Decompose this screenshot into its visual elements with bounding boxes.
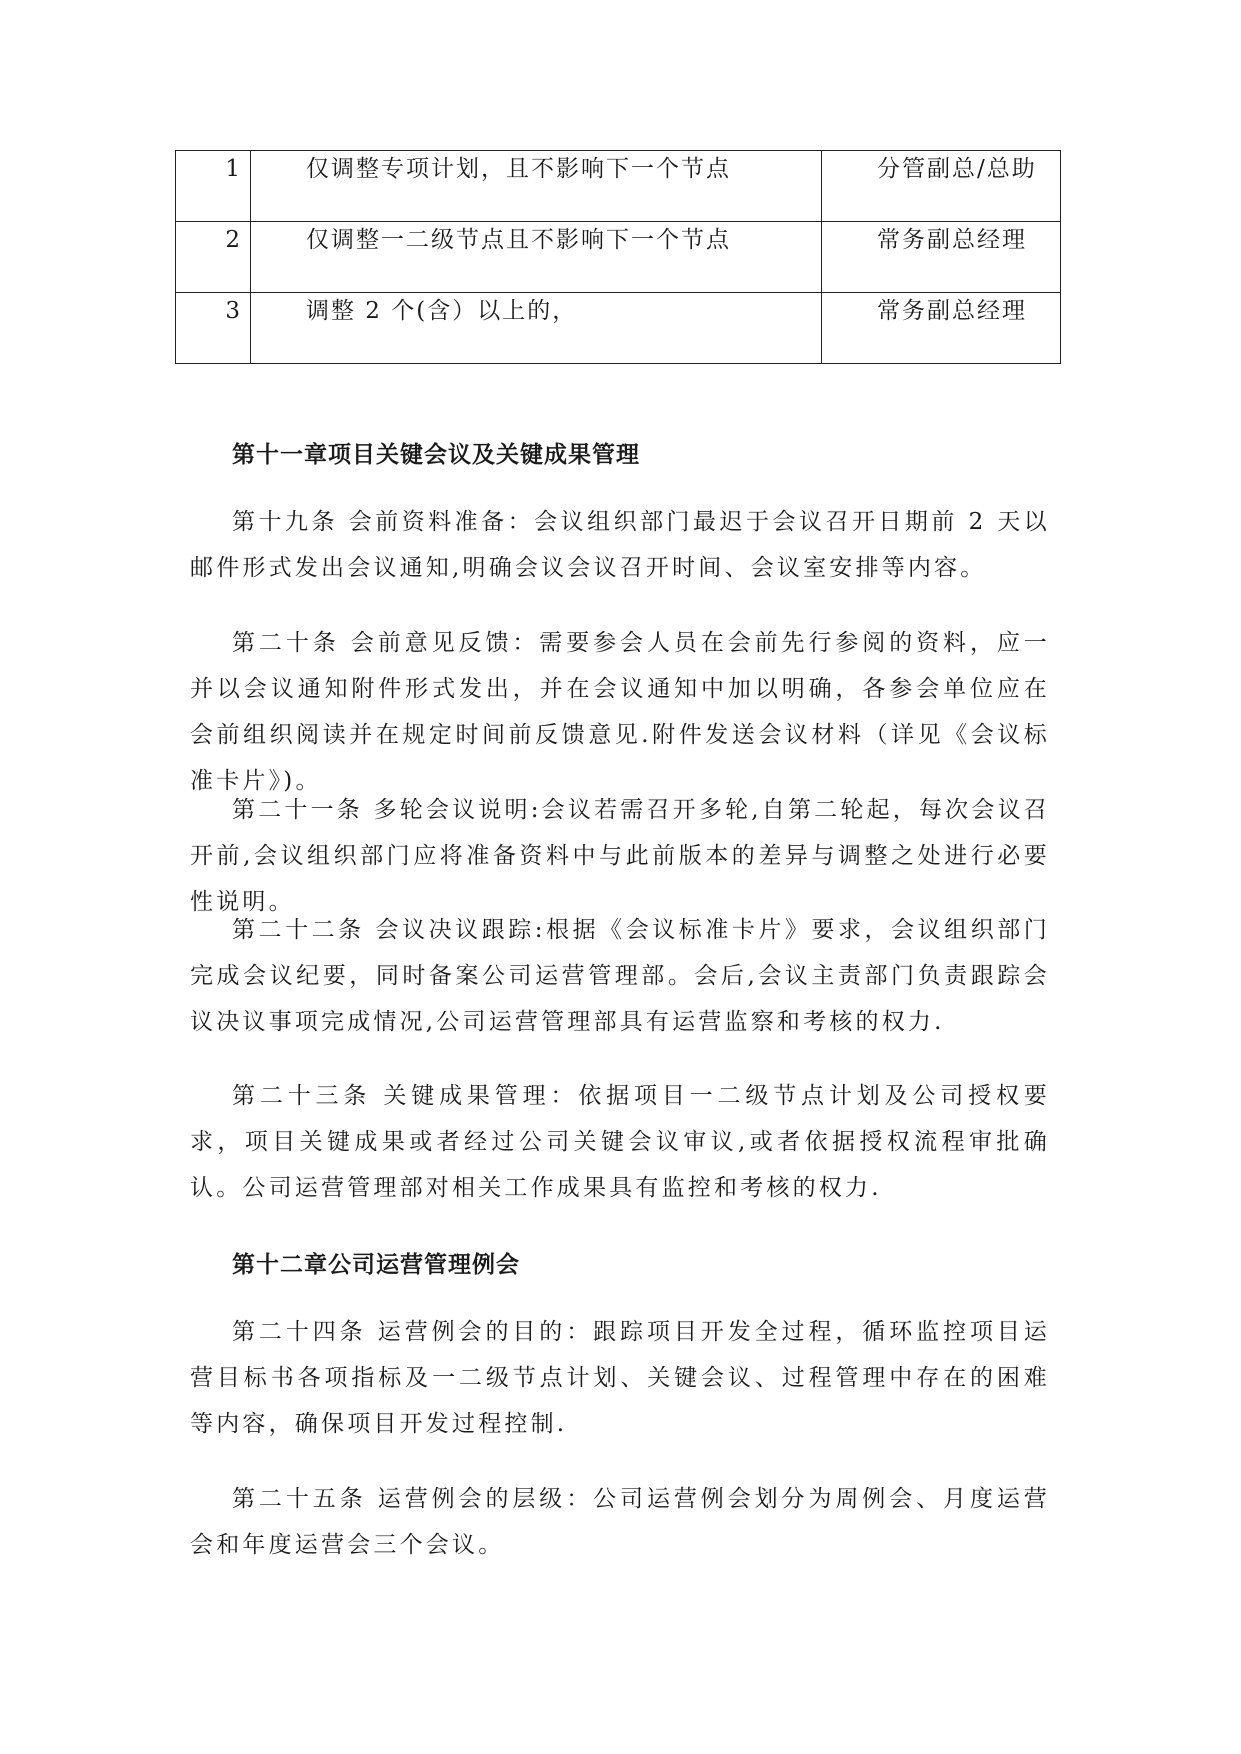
table-row bbox=[176, 151, 1061, 222]
adjustment-description: 调整 2 个(含）以上的， bbox=[251, 293, 822, 364]
chapter-12-heading: 第十二章公司运营管理例会 bbox=[232, 1251, 520, 1278]
article-22: 第二十二条 会议决议跟踪:根据《会议标准卡片》要求，会议组织部门完成会议纪要，同时备案公司运营管理部。会后,会议主责部门负责跟踪会议决议事项完成情况,公司运营管理部具有运营监察和考核的权力. bbox=[190, 917, 1050, 1035]
article-25: 第二十五条 运营例会的层级：公司运营例会划分为周例会、月度运营会和年度运营会三个会议。 bbox=[190, 1486, 1050, 1558]
approver-role: 常务副总经理 bbox=[822, 222, 1061, 293]
table-row bbox=[176, 222, 1061, 293]
article-19: 第十九条 会前资料准备：会议组织部门最迟于会议召开日期前 2 天以邮件形式发出会议通知,明确会议会议召开时间、会议室安排等内容。 bbox=[190, 509, 1050, 581]
approval-authority-table bbox=[175, 150, 1061, 364]
article-21: 第二十一条 多轮会议说明:会议若需召开多轮,自第二轮起，每次会议召开前,会议组织部门应将准备资料中与此前版本的差异与调整之处进行必要性说明。 bbox=[190, 797, 1050, 915]
table-row bbox=[176, 293, 1061, 364]
row-number: 1 bbox=[176, 151, 251, 222]
article-20: 第二十条 会前意见反馈：需要参会人员在会前先行参阅的资料，应一并以会议通知附件形式发出，并在会议通知中加以明确，各参会单位应在会前组织阅读并在规定时间前反馈意见.附件发送会议材料（详见《会议标准卡片》)。 bbox=[190, 630, 1050, 794]
row-number: 2 bbox=[176, 222, 251, 293]
article-23: 第二十三条 关键成果管理：依据项目一二级节点计划及公司授权要求，项目关键成果或者经过公司关键会议审议,或者依据授权流程审批确认。公司运营管理部对相关工作成果具有监控和考核的权力. bbox=[190, 1083, 1050, 1201]
adjustment-description: 仅调整专项计划，且不影响下一个节点 bbox=[251, 151, 822, 222]
approver-role: 分管副总/总助 bbox=[822, 151, 1061, 222]
row-number: 3 bbox=[176, 293, 251, 364]
approver-role: 常务副总经理 bbox=[822, 293, 1061, 364]
adjustment-description: 仅调整一二级节点且不影响下一个节点 bbox=[251, 222, 822, 293]
chapter-11-heading: 第十一章项目关键会议及关键成果管理 bbox=[232, 441, 640, 468]
article-24: 第二十四条 运营例会的目的：跟踪项目开发全过程，循环监控项目运营目标书各项指标及一二级节点计划、关键会议、过程管理中存在的困难等内容，确保项目开发过程控制. bbox=[190, 1319, 1050, 1437]
